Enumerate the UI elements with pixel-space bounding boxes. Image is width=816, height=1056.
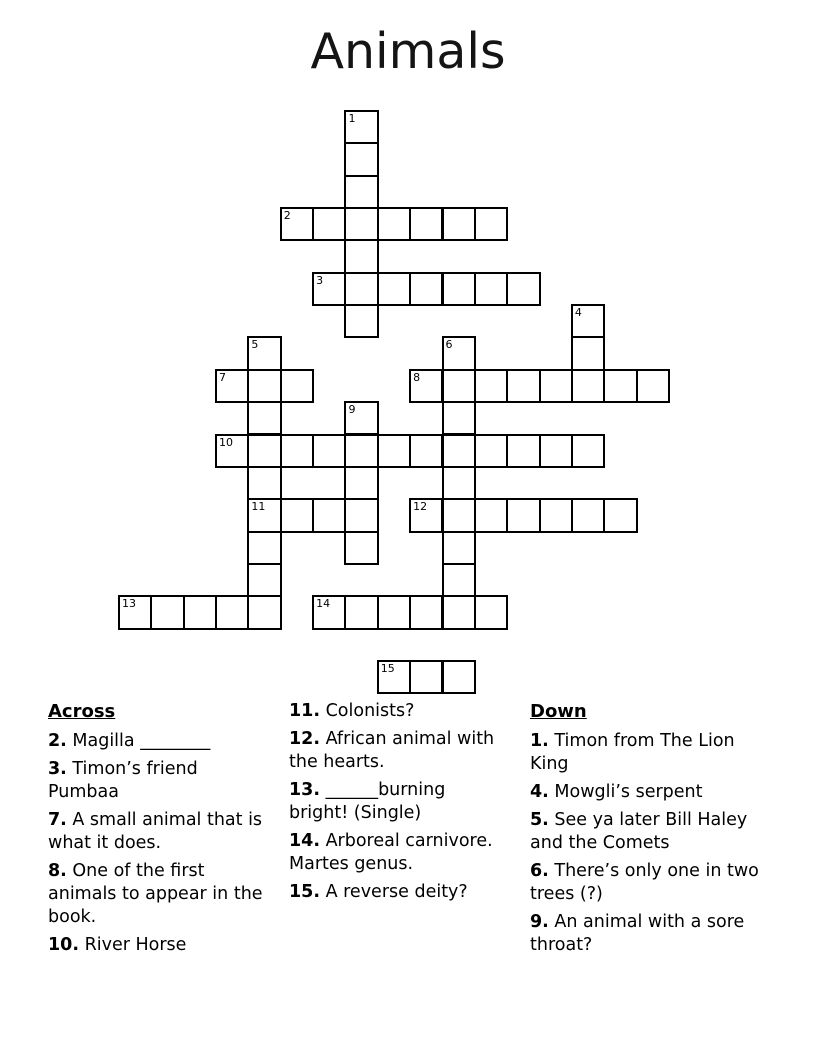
clue-item [530, 860, 768, 906]
grid-cell[interactable] [539, 434, 573, 468]
grid-cell[interactable] [539, 498, 573, 532]
cell-number: 15 [380, 661, 395, 675]
cell-number: 7 [219, 370, 227, 384]
grid-cell[interactable] [409, 595, 443, 629]
grid-cell[interactable] [344, 595, 378, 629]
clues-column-down [530, 700, 768, 962]
grid-cell[interactable] [474, 207, 508, 241]
grid-cell[interactable] [571, 304, 605, 338]
grid-cell[interactable] [344, 466, 378, 500]
grid-cell[interactable] [344, 110, 378, 144]
clue-number: 6. [530, 861, 549, 881]
grid-cell[interactable] [247, 498, 281, 532]
clue-text: Timon’s friend Pumbaa [48, 759, 198, 802]
clue-text: See ya later Bill Haley and the Comets [530, 810, 748, 853]
grid-cell[interactable] [344, 207, 378, 241]
puzzle-title: Animals [310, 23, 506, 80]
grid-cell[interactable] [344, 304, 378, 338]
clue-item [48, 758, 266, 804]
grid-cell[interactable] [442, 660, 476, 694]
grid-cell[interactable] [442, 466, 476, 500]
down-heading: Down [530, 701, 587, 722]
clue-item [289, 700, 507, 723]
clue-text: An animal with a sore throat? [530, 912, 745, 955]
grid-cell[interactable] [442, 272, 476, 306]
clue-number: 12. [289, 729, 321, 749]
grid-cell[interactable] [539, 369, 573, 403]
grid-cell[interactable] [377, 207, 411, 241]
cell-number: 9 [348, 403, 356, 417]
clues-column-across [48, 700, 266, 962]
grid-cell[interactable] [442, 498, 476, 532]
grid-cell[interactable] [442, 563, 476, 597]
grid-cell[interactable] [474, 369, 508, 403]
grid-cell[interactable] [344, 239, 378, 273]
clue-number: 3. [48, 759, 67, 779]
grid-cell[interactable] [312, 272, 346, 306]
clue-number: 9. [530, 912, 549, 932]
clue-item [289, 830, 507, 876]
clue-item [530, 730, 768, 776]
grid-cell[interactable] [280, 498, 314, 532]
grid-cell[interactable] [215, 595, 249, 629]
clue-number: 11. [289, 701, 321, 721]
across-heading: Across [48, 701, 116, 722]
across-clues-part2 [289, 700, 507, 904]
cell-number: 13 [122, 597, 136, 611]
grid-cell[interactable] [506, 434, 540, 468]
grid-cell[interactable] [247, 336, 281, 370]
grid-cell[interactable] [409, 207, 443, 241]
grid-cell[interactable] [215, 369, 249, 403]
clue-number: 7. [48, 810, 67, 830]
cell-number: 2 [283, 209, 291, 223]
clue-item [48, 730, 266, 753]
clue-item [289, 779, 507, 825]
grid-cell[interactable] [150, 595, 184, 629]
grid-cell[interactable] [247, 466, 281, 500]
grid-cell[interactable] [409, 434, 443, 468]
grid-cell[interactable] [377, 434, 411, 468]
grid-cell[interactable] [344, 401, 378, 435]
clues-column-across-continued [289, 700, 507, 909]
cell-number: 10 [219, 435, 234, 449]
grid-cell[interactable] [344, 434, 378, 468]
grid-cell[interactable] [312, 434, 346, 468]
grid-cell[interactable] [247, 595, 281, 629]
clue-item [48, 860, 266, 929]
clue-number: 4. [530, 782, 549, 802]
grid-cell[interactable] [474, 595, 508, 629]
grid-cell[interactable] [442, 336, 476, 370]
grid-cell[interactable] [247, 369, 281, 403]
grid-cell[interactable] [506, 369, 540, 403]
grid-cell[interactable] [344, 142, 378, 176]
grid-cell[interactable] [506, 498, 540, 532]
grid-cell[interactable] [118, 595, 152, 629]
grid-cell[interactable] [442, 401, 476, 435]
grid-cell[interactable] [247, 531, 281, 565]
cell-number: 14 [316, 597, 331, 611]
down-clues [530, 730, 768, 957]
grid-cell[interactable] [474, 498, 508, 532]
grid-cell[interactable] [344, 498, 378, 532]
cell-number: 12 [413, 500, 428, 514]
grid-cell[interactable] [344, 175, 378, 209]
cell-number: 3 [316, 273, 324, 287]
grid-cell[interactable] [409, 498, 443, 532]
grid-cell[interactable] [247, 563, 281, 597]
grid-cell[interactable] [280, 434, 314, 468]
grid-cell[interactable] [344, 272, 378, 306]
grid-cell[interactable] [377, 660, 411, 694]
cell-number: 5 [251, 338, 259, 352]
grid-cell[interactable] [409, 369, 443, 403]
cell-number: 11 [251, 500, 266, 514]
clue-item [530, 911, 768, 957]
grid-cell[interactable] [280, 207, 314, 241]
grid-cell[interactable] [377, 595, 411, 629]
clue-number: 5. [530, 810, 549, 830]
clue-number: 2. [48, 731, 67, 751]
clue-text: Timon from The Lion King [530, 731, 735, 774]
grid-cell[interactable] [442, 207, 476, 241]
clue-text: A reverse deity? [320, 882, 468, 902]
clue-item [530, 809, 768, 855]
clue-item [48, 934, 266, 957]
clue-number: 8. [48, 861, 67, 881]
grid-cell[interactable] [409, 272, 443, 306]
grid-cell[interactable] [571, 336, 605, 370]
grid-cell[interactable] [442, 595, 476, 629]
cell-number: 4 [574, 306, 582, 320]
clue-item [289, 728, 507, 774]
grid-cell[interactable] [442, 434, 476, 468]
grid-cell[interactable] [442, 369, 476, 403]
clue-number: 15. [289, 882, 321, 902]
cell-number: 8 [413, 370, 421, 384]
grid-cell[interactable] [344, 531, 378, 565]
across-clues-part1 [48, 730, 266, 957]
clue-text: Colonists? [320, 701, 415, 721]
cell-number: 6 [445, 338, 453, 352]
clue-number: 1. [530, 731, 549, 751]
grid-cell[interactable] [571, 498, 605, 532]
grid-cell[interactable] [215, 434, 249, 468]
grid-cell[interactable] [247, 434, 281, 468]
clue-item [48, 809, 266, 855]
grid-cell[interactable] [474, 434, 508, 468]
clue-number: 13. [289, 780, 321, 800]
grid-cell[interactable] [377, 272, 411, 306]
clue-text: There’s only one in two trees (?) [530, 861, 759, 904]
clue-text: African animal with the hearts. [289, 729, 495, 772]
grid-cell[interactable] [571, 369, 605, 403]
grid-cell[interactable] [603, 369, 637, 403]
grid-cell[interactable] [183, 595, 217, 629]
cell-number: 1 [348, 112, 356, 125]
clue-number: 10. [48, 935, 80, 955]
clue-text: River Horse [79, 935, 187, 955]
clue-text: Arboreal carnivore. Martes genus. [289, 831, 493, 874]
grid-cell[interactable] [312, 595, 346, 629]
grid-cell[interactable] [506, 272, 540, 306]
clue-item [289, 881, 507, 904]
clue-number: 14. [289, 831, 321, 851]
clue-text: A small animal that is what it does. [48, 810, 263, 853]
clue-text: One of the first animals to appear in the book. [48, 861, 263, 927]
grid-cell[interactable] [247, 401, 281, 435]
grid-cell[interactable] [474, 272, 508, 306]
grid-cell[interactable] [312, 207, 346, 241]
grid-cell[interactable] [280, 369, 314, 403]
grid-cell[interactable] [409, 660, 443, 694]
clue-item [530, 781, 768, 804]
clue-text: ______burning bright! (Single) [289, 780, 446, 823]
grid-cell[interactable] [442, 531, 476, 565]
grid-cell[interactable] [312, 498, 346, 532]
grid-cell[interactable] [636, 369, 670, 403]
grid-cell[interactable] [603, 498, 637, 532]
clue-text: Magilla ________ [66, 731, 211, 751]
clue-text: Mowgli’s serpent [548, 782, 703, 802]
grid-cell[interactable] [571, 434, 605, 468]
